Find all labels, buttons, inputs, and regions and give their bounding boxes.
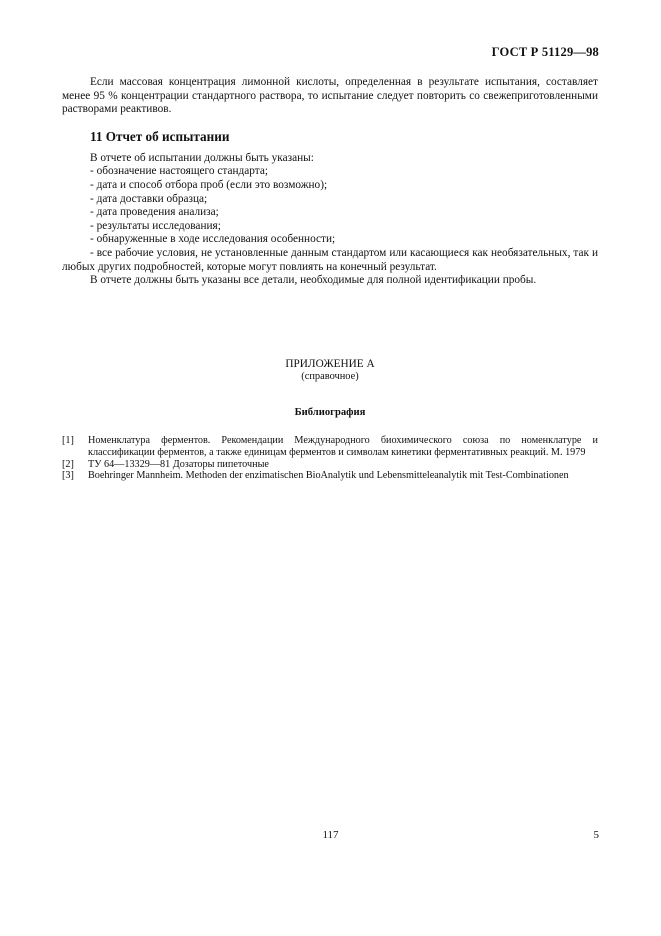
reference-text: Boehringer Mannheim. Methoden der enzimatischen BioAnalytik und Lebensmitteleanalytik mit Test-Combinationen (88, 470, 569, 482)
list-item: - все рабочие условия, не установленные данным стандартом или касающиеся как необязательных, так и любых других подробностей, которые могут повлиять на конечный результат. (62, 246, 598, 273)
appendix-subtitle: (справочное) (301, 370, 359, 382)
bibliography-entry (62, 470, 598, 482)
reference-number: [2] (62, 458, 74, 470)
bibliography-title: Библиография (294, 407, 366, 418)
appendix-heading (62, 358, 598, 383)
report-requirements-list (62, 165, 598, 274)
page-number: 117 (322, 829, 339, 841)
bibliography-list (62, 435, 598, 482)
section-heading: 11 Отчет об испытании (90, 128, 230, 144)
list-item: - дата и способ отбора проб (если это возможно); (90, 178, 328, 191)
section-lead: В отчете об испытании должны быть указаны: (90, 151, 314, 164)
list-item: - обнаруженные в ходе исследования особенности; (90, 233, 336, 246)
reference-number: [1] (62, 435, 74, 446)
reference-text: ТУ 64—13329—81 Дозаторы пипеточные (88, 458, 269, 470)
intro-paragraph: Если массовая концентрация лимонной кислоты, определенная в результате испытания, составляет менее 95 % концентрации стандартного раствора, то испытание следует повторить со свежеприготовленными растворами реактивов. (62, 76, 598, 116)
main-content (62, 76, 598, 288)
bibliography-entry (62, 435, 598, 459)
sheet-number: 5 (593, 829, 599, 841)
reference-text: Номенклатура ферментов. Рекомендации Международного биохимического союза по номенклатуре и классификации ферментов, а также единицам ферментов и символам кинетики ферментативных реакций. М. 1979 (88, 435, 598, 458)
reference-number: [3] (62, 470, 74, 482)
list-item: - обозначение настоящего стандарта; (90, 165, 268, 178)
list-item: - дата проведения анализа; (90, 206, 219, 219)
bibliography-entry (62, 459, 598, 471)
section-closing: В отчете должны быть указаны все детали, необходимые для полной идентификации пробы. (90, 274, 537, 287)
appendix-title: ПРИЛОЖЕНИЕ А (285, 358, 375, 370)
standard-code: ГОСТ Р 51129—98 (491, 45, 599, 59)
list-item: - дата доставки образца; (90, 192, 208, 205)
list-item: - результаты исследования; (90, 219, 221, 232)
